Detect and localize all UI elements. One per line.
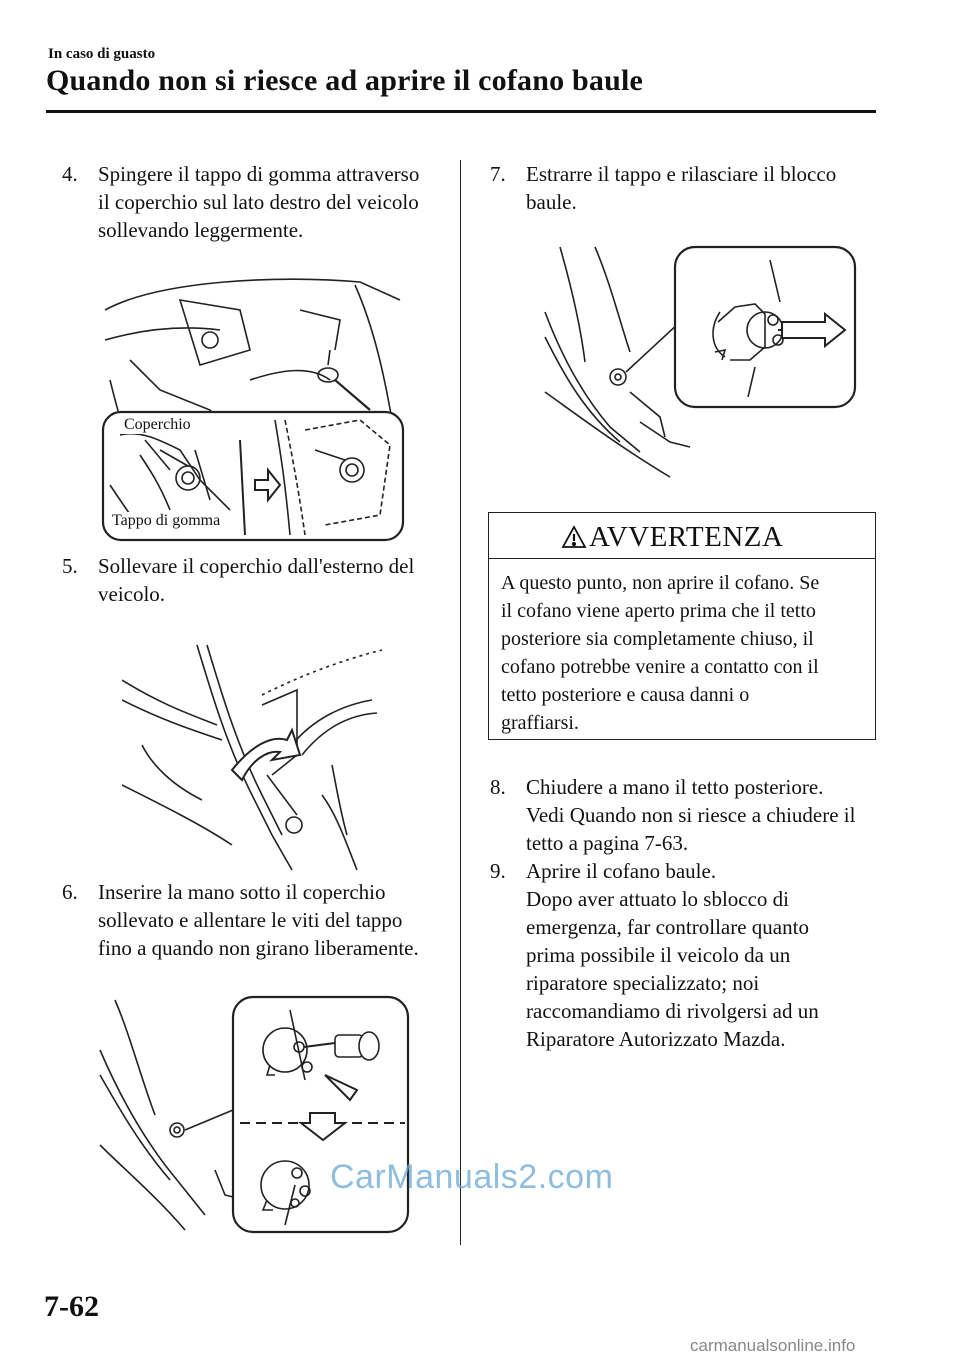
- figure-lift-cover: [122, 635, 392, 875]
- step-line: Dopo aver attuato lo sblocco di: [526, 887, 790, 911]
- warning-triangle-icon: [561, 525, 587, 554]
- watermark-carmanualsonline: carmanualsonline.info: [690, 1336, 856, 1355]
- step-line: fino a quando non girano liberamente.: [98, 936, 419, 960]
- step-number: 9.: [490, 859, 506, 883]
- step-9: [490, 857, 885, 1053]
- step-line: Riparatore Autorizzato Mazda.: [526, 1027, 786, 1051]
- section-label: In caso di guasto: [48, 46, 156, 62]
- step-6: [62, 878, 452, 962]
- warning-box: [488, 512, 876, 740]
- warning-header: [489, 513, 875, 559]
- warning-line: A questo punto, non aprire il cofano. Se: [501, 572, 820, 594]
- watermark-carmanuals2: CarManuals2.com: [330, 1158, 614, 1196]
- step-number: 7.: [490, 162, 506, 186]
- step-line: Vedi Quando non si riesce a chiudere il: [526, 803, 856, 827]
- figure-rubber-plug: [100, 270, 410, 545]
- step-line: il coperchio sul lato destro del veicolo: [98, 190, 419, 214]
- step-5: [62, 552, 452, 608]
- warning-line: tetto posteriore e causa danni o: [501, 684, 750, 706]
- figure-remove-plug: [540, 242, 860, 482]
- step-7: [490, 160, 880, 216]
- label-rubber-plug: Tappo di gomma: [112, 512, 221, 529]
- step-line: Chiudere a mano il tetto posteriore.: [526, 775, 824, 799]
- step-line: sollevato e allentare le viti del tappo: [98, 908, 403, 932]
- step-line: Estrarre il tappo e rilasciare il blocco: [526, 162, 837, 186]
- step-line: tetto a pagina 7-63.: [526, 831, 689, 855]
- warning-line: cofano potrebbe venire a contatto con il: [501, 656, 819, 678]
- step-line: sollevando leggermente.: [98, 218, 304, 242]
- step-line: veicolo.: [98, 582, 166, 606]
- warning-line: posteriore sia completamente chiuso, il: [501, 628, 814, 650]
- label-cover: Coperchio: [124, 416, 191, 433]
- step-line: Aprire il cofano baule.: [526, 859, 717, 883]
- warning-body: [501, 569, 867, 737]
- figure-loosen-screws: [95, 995, 410, 1235]
- step-number: 6.: [62, 880, 78, 904]
- title-rule: [46, 110, 876, 113]
- warning-line: il cofano viene aperto prima che il tetto: [501, 600, 816, 622]
- step-line: Inserire la mano sotto il coperchio: [98, 880, 386, 904]
- step-line: raccomandiamo di rivolgersi ad un: [526, 999, 819, 1023]
- step-line: baule.: [526, 190, 577, 214]
- step-line: Sollevare il coperchio dall'esterno del: [98, 554, 415, 578]
- step-line: Spingere il tappo di gomma attraverso: [98, 162, 420, 186]
- step-line: riparatore specializzato; noi: [526, 971, 760, 995]
- step-4: [62, 160, 452, 244]
- step-8: [490, 773, 885, 857]
- warning-title: AVVERTENZA: [589, 521, 784, 553]
- step-number: 4.: [62, 162, 78, 186]
- step-line: emergenza, far controllare quanto: [526, 915, 809, 939]
- step-number: 5.: [62, 554, 78, 578]
- page-number: 7-62: [44, 1290, 99, 1323]
- step-line: prima possibile il veicolo da un: [526, 943, 791, 967]
- column-divider: [460, 160, 461, 1245]
- step-number: 8.: [490, 775, 506, 799]
- page-title: Quando non si riesce ad aprire il cofano baule: [46, 64, 644, 97]
- warning-line: graffiarsi.: [501, 712, 579, 734]
